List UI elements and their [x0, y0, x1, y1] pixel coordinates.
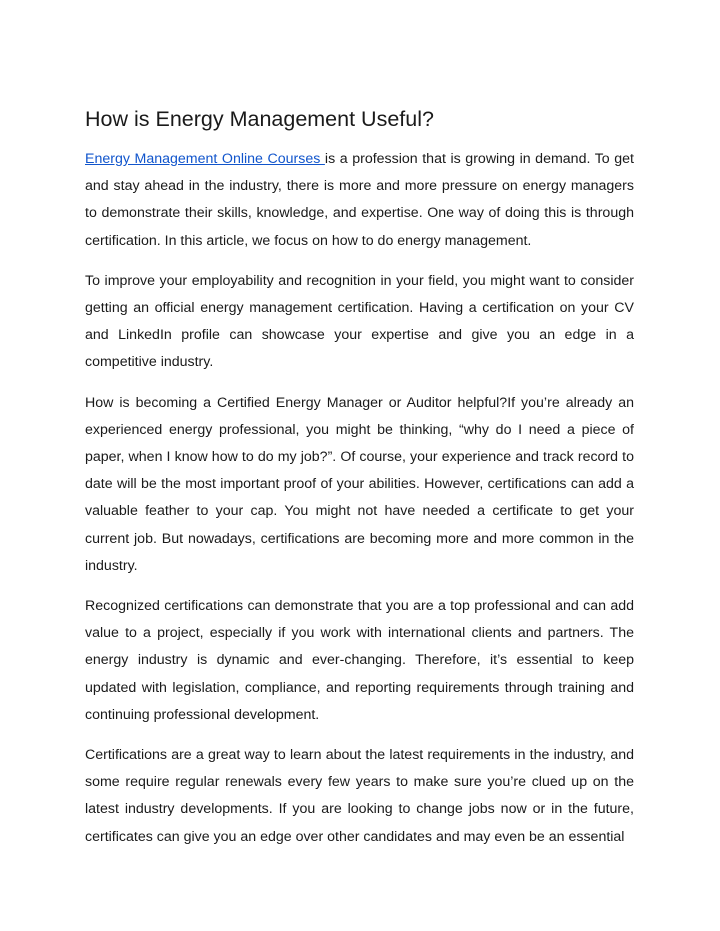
paragraph-5: Certifications are a great way to learn about the latest requirements in the industry, and some require regular renewals every few years to make sure you’re clued up on the latest industry developments. If you are looking to change jobs now or in the future, certificates can give you an edge over other candidates and may even be an essential	[85, 747, 634, 845]
paragraph-4: Recognized certifications can demonstrate that you are a top professional and can add value to a project, especially if you work with international clients and partners. The energy industry is dynamic and ever-changing. Therefore, it’s essential to keep updated with legislation, compliance, and reporting requirements through training and continuing professional development.	[85, 598, 634, 723]
paragraph-2: To improve your employability and recognition in your field, you might want to consider getting an official energy management certification. Having a certification on your CV and LinkedIn profile can showcase your expertise and give you an edge in a competitive industry.	[85, 272, 634, 371]
energy-management-courses-link[interactable]: Energy Management Online Courses	[85, 151, 325, 167]
paragraph-1	[85, 146, 634, 255]
document-page	[85, 104, 634, 851]
paragraph-3: How is becoming a Certified Energy Manager or Auditor helpful?If you’re already an experienced energy professional, you might be thinking, “why do I need a piece of paper, when I know how to do my job?”. Of course, your experience and track record to date will be the most important proof of your abilities. However, certifications can add a valuable feather to your cap. You might not have needed a certificate to get your current job. But nowadays, certifications are becoming more and more common in the industry.	[85, 394, 634, 574]
paragraph-1-text: is a profession that is growing in demand. To get and stay ahead in the industry, there is more and more pressure on energy managers to demonstrate their skills, knowledge, and expertise. One way of doing this is through certification. In this article, we focus on how to do energy management.	[85, 151, 635, 249]
page-title: How is Energy Management Useful?	[85, 107, 434, 131]
